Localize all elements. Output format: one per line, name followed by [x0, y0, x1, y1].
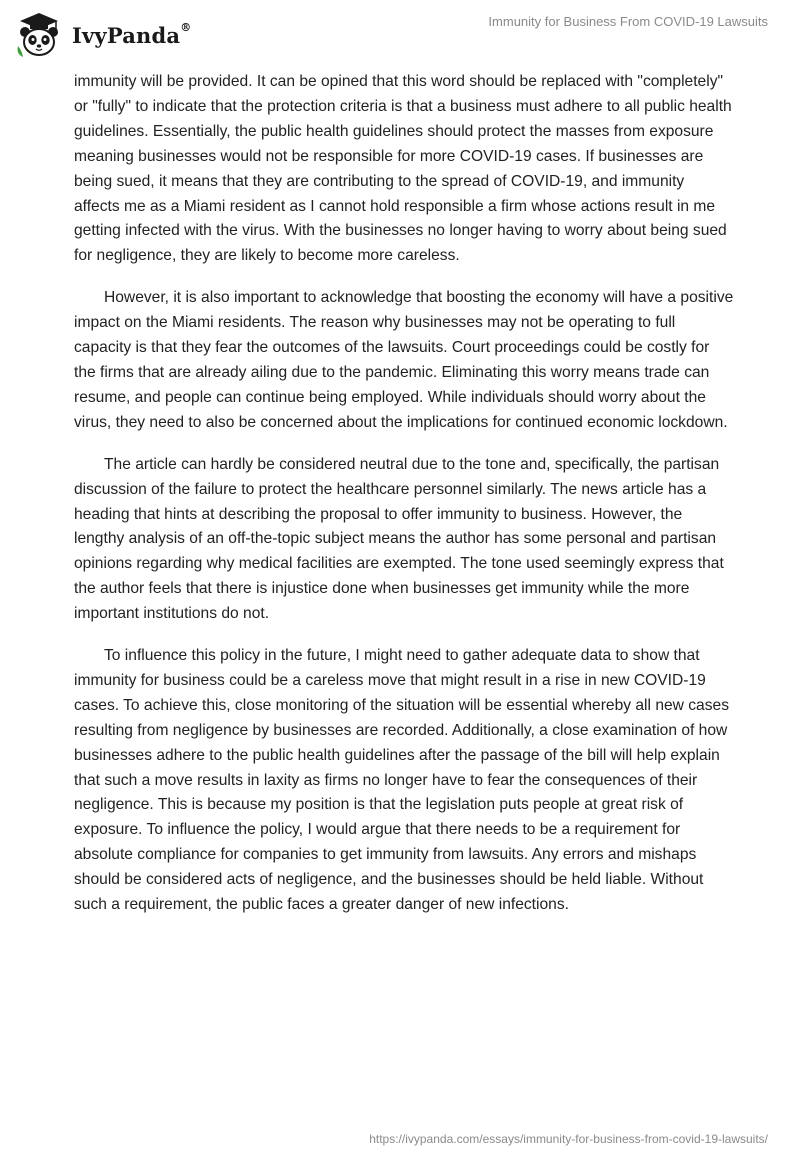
page-header [0, 0, 800, 70]
essay-body [74, 70, 734, 935]
paragraph-2: However, it is also important to acknowledge that boosting the economy will have a positive impact on the Miami residents. The reason why businesses may not be operating to full capacity is that they fear the outcomes of the lawsuits. Court proceedings could be costly for the firms that are already ailing due to the pandemic. Eliminating this worry means trade can resume, and people can continue being employed. While individuals should worry about the virus, they need to also be concerned about the implications for continued economic lockdown. [74, 289, 734, 431]
paragraph-1: immunity will be provided. It can be opined that this word should be replaced with "completely" or "fully" to indicate that the protection criteria is that a business must adhere to all public health guidelines. Essentially, the public health guidelines should protect the masses from exposure meaning businesses would not be responsible for more COVID-19 cases. If businesses are being sued, it means that they are contributing to the spread of COVID-19, and immunity affects me as a Miami resident as I cannot hold responsible a firm whose actions result in me getting infected with the virus. With the businesses no longer having to worry about being sued for negligence, they are likely to become more careless. [74, 73, 732, 265]
panda-graduate-icon [14, 10, 64, 60]
brand-name: IvyPanda® [72, 20, 192, 48]
paragraph-3: The article can hardly be considered neutral due to the tone and, specifically, the partisan discussion of the failure to protect the healthcare personnel similarly. The news article has a heading that hints at describing the proposal to offer immunity to business. However, the lengthy analysis of an off-the-topic subject means the author has some personal and partisan opinions regarding why medical facilities are exempted. The tone used seemingly express that the author feels that there is injustice done when businesses get immunity while the more important institutions do not. [74, 455, 724, 623]
source-url[interactable]: https://ivypanda.com/essays/immunity-for-business-from-covid-19-lawsuits/ [369, 1132, 768, 1146]
paragraph-4: To influence this policy in the future, I might need to gather adequate data to show that immunity for business could be a careless move that might result in a rise in new COVID-19 cases. To achieve this, close monitoring of the situation will be essential whereby all new cases resulting from negligence by businesses are recorded. Additionally, a close examination of how businesses adhere to the public health guidelines after the passage of the bill will help explain that such a move results in laxity as firms no longer have to fear the consequences of their negligence. This is because my position is that the legislation puts people at great risk of exposure. To influence the policy, I would argue that there needs to be a requirement for absolute compliance for companies to get immunity from lawsuits. Any errors and mishaps should be considered acts of negligence, and the businesses should be held liable. Without such a requirement, the public faces a greater danger of new infections. [74, 647, 729, 914]
registered-mark: ® [180, 20, 192, 34]
document-title: Immunity for Business From COVID-19 Lawsuits [488, 14, 768, 29]
ivypanda-logo[interactable] [14, 10, 191, 60]
